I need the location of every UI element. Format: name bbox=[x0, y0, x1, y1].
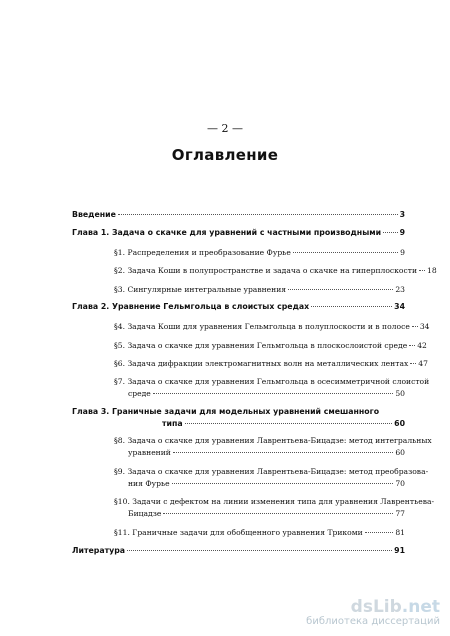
toc-entry bbox=[114, 497, 435, 518]
toc-page-number: 23 bbox=[395, 285, 405, 294]
toc-entry bbox=[114, 266, 437, 275]
toc-entry-title: среде bbox=[128, 389, 151, 398]
toc-entry-title-line: §7. Задача о скачке для уравнения Гельмгольца в осесимметричной слоистой bbox=[114, 377, 430, 386]
toc-entry-title: Глава 1. Задача о скачке для уравнений с частными производными bbox=[72, 228, 382, 237]
leader-dots bbox=[118, 214, 398, 215]
toc-page-number: 50 bbox=[395, 389, 405, 398]
toc-entry-title: Введение bbox=[72, 210, 116, 219]
toc-entry-title-line: §10. Задачи с дефектом на линии изменения типа для уравнения Лаврентьева- bbox=[114, 497, 435, 506]
leader-dots bbox=[311, 306, 392, 307]
toc-page-number: 34 bbox=[419, 322, 430, 331]
watermark-logo-main: dsLib bbox=[350, 597, 402, 617]
toc-entry-title: Бицадзе bbox=[128, 509, 162, 518]
leader-dots bbox=[172, 483, 394, 484]
toc-entry-title: §11. Граничные задачи для обобщенного уравнения Трикоми bbox=[114, 528, 363, 537]
page-title: Оглавление bbox=[171, 146, 279, 164]
toc-entry-title: §6. Задача дифракции электромагнитных волн на металлических лентах bbox=[114, 359, 409, 368]
toc-page-number: 60 bbox=[394, 419, 405, 428]
toc-entry-title: §5. Задача о скачке для уравнения Гельмгольца в плоскослоистой среде bbox=[114, 341, 408, 350]
toc-entry bbox=[114, 285, 405, 294]
toc-page-number: 77 bbox=[395, 509, 405, 518]
page-number: — 2 — bbox=[207, 122, 243, 135]
leader-dots bbox=[127, 550, 392, 551]
toc-entry bbox=[114, 467, 429, 488]
toc-entry bbox=[114, 248, 405, 257]
toc-page-number: 9 bbox=[400, 248, 405, 257]
toc-page-number: 18 bbox=[427, 266, 437, 275]
toc-page-number: 42 bbox=[417, 341, 427, 350]
watermark-subtitle: библиотека диссертаций bbox=[306, 616, 440, 627]
toc-entry-title: типа bbox=[162, 419, 183, 428]
leader-dots bbox=[410, 363, 416, 364]
leader-dots bbox=[412, 326, 418, 327]
toc-entry-title: §1. Распределения и преобразование Фурье bbox=[114, 248, 291, 257]
toc-page-number: 60 bbox=[395, 448, 405, 457]
toc-entry-title: Литература bbox=[72, 546, 126, 555]
leader-dots bbox=[365, 532, 394, 533]
toc-page-number: 9 bbox=[399, 228, 405, 237]
toc-entry bbox=[72, 302, 405, 311]
toc-entry bbox=[114, 322, 430, 331]
toc-entry-title-line: Глава 3. Граничные задачи для модельных уравнений смешанного bbox=[72, 407, 380, 416]
toc-entry bbox=[114, 359, 428, 368]
toc-entry-title-line: §9. Задача о скачке для уравнения Лаврентьева-Бицадзе: метод преобразова- bbox=[114, 467, 429, 476]
toc-entry bbox=[72, 546, 405, 555]
toc-entry bbox=[72, 407, 405, 428]
leader-dots bbox=[288, 289, 393, 290]
toc-page-number: 91 bbox=[394, 546, 405, 555]
leader-dots bbox=[383, 232, 397, 233]
leader-dots bbox=[419, 270, 425, 271]
leader-dots bbox=[153, 393, 394, 394]
toc-page-number: 3 bbox=[399, 210, 405, 219]
toc-page-number: 81 bbox=[395, 528, 405, 537]
toc-entry-title: §3. Сингулярные интегральные уравнения bbox=[114, 285, 287, 294]
watermark-logo bbox=[306, 598, 440, 616]
toc-entry-title: ния Фурье bbox=[128, 479, 170, 488]
toc-page-number: 70 bbox=[395, 479, 405, 488]
toc-page-number: 47 bbox=[418, 359, 428, 368]
toc-entry bbox=[114, 436, 432, 457]
toc-entry-title: §4. Задача Коши для уравнения Гельмгольца в полуплоскости и в полосе bbox=[114, 322, 410, 331]
toc-entry bbox=[114, 528, 405, 537]
toc-entry-title-line: §8. Задача о скачке для уравнения Лаврентьева-Бицадзе: метод интегральных bbox=[114, 436, 432, 445]
toc-page-number: 34 bbox=[394, 302, 405, 311]
leader-dots bbox=[409, 345, 415, 346]
toc-entry bbox=[72, 228, 405, 237]
toc-entry-title: §2. Задача Коши в полупространстве и задача о скачке на гиперплоскости bbox=[114, 266, 418, 275]
toc-entry-title: Глава 2. Уравнение Гельмгольца в слоистых средах bbox=[72, 302, 310, 311]
toc-entry bbox=[114, 377, 430, 398]
leader-dots bbox=[185, 423, 393, 424]
leader-dots bbox=[293, 252, 398, 253]
toc-entry bbox=[114, 341, 427, 350]
toc-entry bbox=[72, 210, 405, 219]
watermark-logo-tld: .net bbox=[401, 597, 440, 617]
toc-entry-title: уравнений bbox=[128, 448, 171, 457]
watermark bbox=[306, 598, 440, 628]
leader-dots bbox=[173, 452, 393, 453]
leader-dots bbox=[163, 513, 393, 514]
